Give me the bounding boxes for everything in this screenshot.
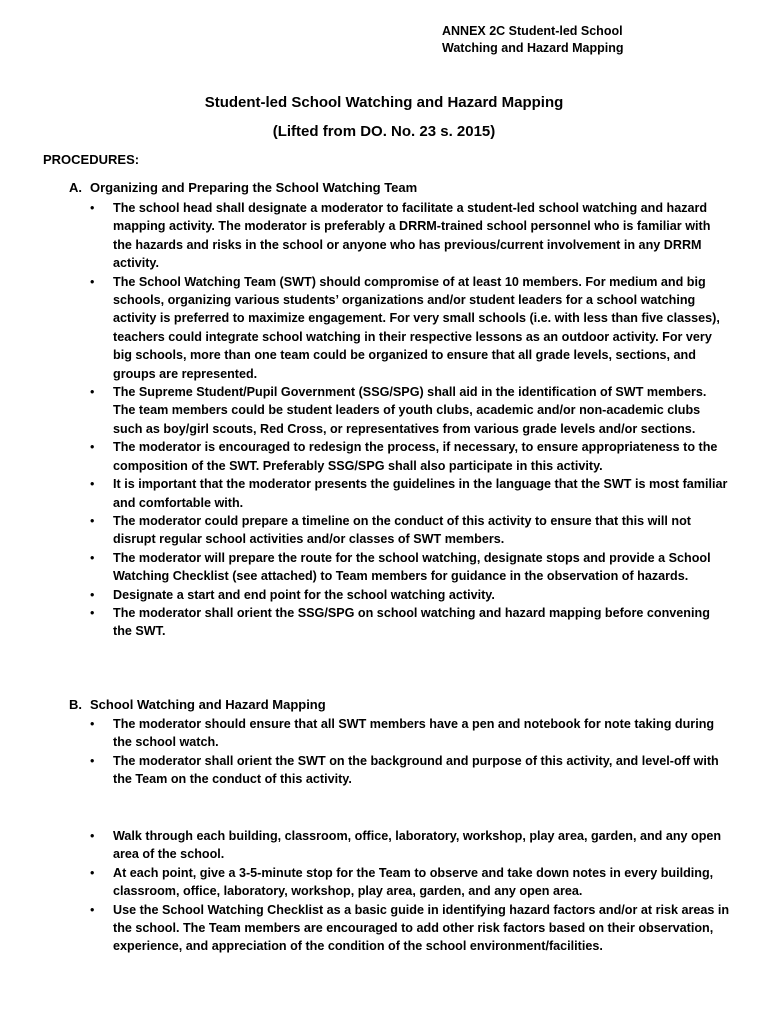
list-item: • The School Watching Team (SWT) should compromise of at least 10 members. For medium and big schools, organizing various students’ organizations and/or student leaders for a school watching activity is preferred to maximize engagement. For very small schools (i.e. with less than five classes), teachers could integrate school watching in their respective lessons as an outdoor activity. For very big schools, more than one team could be organized to ensure that all grade levels, sections, and groups are represented. xyxy=(90,273,730,383)
section-b-list xyxy=(90,715,730,789)
section-b-letter: B. xyxy=(69,697,82,712)
procedures-label: PROCEDURES: xyxy=(43,152,140,167)
document-title: Student-led School Watching and Hazard Mapping xyxy=(204,94,564,111)
list-item: • The Supreme Student/Pupil Government (SSG/SPG) shall aid in the identification of SWT members. The team members could be student leaders of youth clubs, academic and/or non-academic clubs such as boy/girl scouts, Red Cross, or representatives from various grade levels and/or sections. xyxy=(90,383,730,438)
section-a-list xyxy=(90,199,730,641)
list-item: • The moderator should ensure that all SWT members have a pen and notebook for note taking during the school watch. xyxy=(90,715,730,752)
list-item: • The moderator shall orient the SWT on the background and purpose of this activity, and level-off with the Team on the conduct of this activity. xyxy=(90,752,730,789)
list-item: • The moderator shall orient the SSG/SPG on school watching and hazard mapping before convening the SWT. xyxy=(90,604,730,641)
list-item: • The moderator could prepare a timeline on the conduct of this activity to ensure that this will not disrupt regular school activities and/or classes of SWT members. xyxy=(90,512,730,549)
section-a-heading xyxy=(69,180,417,195)
section-b-heading xyxy=(69,697,326,712)
section-a-letter: A. xyxy=(69,180,82,195)
annex-line-2: Watching and Hazard Mapping xyxy=(442,41,624,55)
list-item: • At each point, give a 3-5-minute stop for the Team to observe and take down notes in every building, classroom, office, laboratory, workshop, play area, garden, and any open area. xyxy=(90,864,730,901)
list-item: • The school head shall designate a moderator to facilitate a student-led school watching and hazard mapping activity. The moderator is preferably a DRRM-trained school personnel who is familiar with the hazards and risks in the school or anyone who has previous/current involvement in any DRRM activity. xyxy=(90,199,730,273)
annex-line-1: ANNEX 2C Student-led School xyxy=(442,24,623,38)
annex-header xyxy=(442,23,623,57)
document-subtitle: (Lifted from DO. No. 23 s. 2015) xyxy=(272,123,496,140)
section-b-title: School Watching and Hazard Mapping xyxy=(90,697,326,712)
list-item: • Designate a start and end point for the school watching activity. xyxy=(90,586,730,604)
list-item: • It is important that the moderator presents the guidelines in the language that the SWT is most familiar and comfortable with. xyxy=(90,475,730,512)
section-a-title: Organizing and Preparing the School Watching Team xyxy=(90,180,418,195)
section-b-list-continued xyxy=(90,827,730,956)
list-item: • Walk through each building, classroom, office, laboratory, workshop, play area, garden, and any open area of the school. xyxy=(90,827,730,864)
list-item: • Use the School Watching Checklist as a basic guide in identifying hazard factors and/or at risk areas in the school. The Team members are encouraged to add other risk factors based on their observation, experience, and appreciation of the condition of the school environment/facilities. xyxy=(90,901,730,956)
list-item: • The moderator will prepare the route for the school watching, designate stops and provide a School Watching Checklist (see attached) to Team members for guidance in the observation of hazards. xyxy=(90,549,730,586)
list-item: • The moderator is encouraged to redesign the process, if necessary, to ensure appropriateness to the composition of the SWT. Preferably SSG/SPG shall also participate in this activity. xyxy=(90,438,730,475)
